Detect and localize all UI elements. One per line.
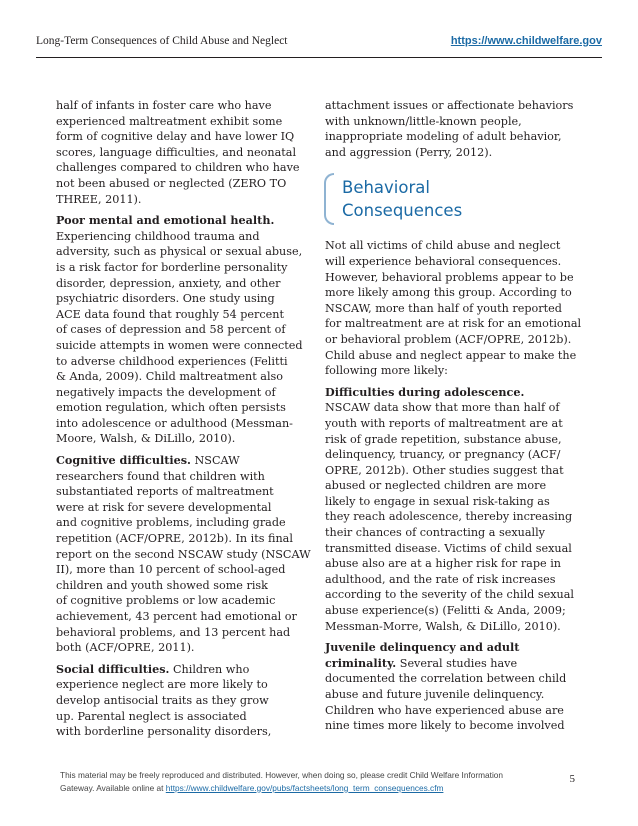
text-line: abused or neglected children are more bbox=[325, 479, 547, 493]
paragraph-adolescence bbox=[325, 385, 573, 635]
text-line: up. Parental neglect is associated bbox=[56, 709, 247, 723]
left-column bbox=[56, 98, 311, 746]
right-column bbox=[325, 98, 582, 740]
text-line: repetition (ACF/OPRE, 2012b). In its final bbox=[56, 532, 293, 546]
text-line: report on the second NSCAW study (NSCAW bbox=[56, 547, 311, 561]
header-rule bbox=[36, 57, 602, 58]
text-line: NSCAW data show that more than half of bbox=[325, 401, 560, 415]
text-line: Child abuse and neglect appear to make the bbox=[325, 348, 577, 362]
text-line: II), more than 10 percent of school-aged bbox=[56, 563, 286, 577]
text-line: will experience behavioral consequences. bbox=[325, 254, 562, 268]
text-line: Children who have experienced abuse are bbox=[325, 703, 564, 717]
text-line: challenges compared to children who have bbox=[56, 161, 300, 175]
text-line: to adverse childhood experiences (Felitti bbox=[56, 354, 288, 368]
footer-link[interactable]: https://www.childwelfare.gov/pubs/factsheets/long_term_consequences.cfm bbox=[165, 782, 444, 793]
run-in-heading: Juvenile delinquency and adult bbox=[325, 640, 520, 655]
footer-credit-note: This material may be freely reproduced and distributed. However, when doing so, please credit Child Welfare Information Gateway. Available online at https://www.childwelfare.gov/pubs/factsheets/long_term_consequences.cfm bbox=[60, 770, 504, 793]
text-line: achievement, 43 percent had emotional or bbox=[56, 610, 297, 623]
paragraph-cognitive: Cognitive difficulties. NSCAW researchers found that children with substantiated reports of maltreatment were at risk for severe developmental and cognitive problems, including grade repetition (ACF/OPRE, 2012b). In its final report on the second NSCAW study (NSCAW II), more than 10 percent of school-aged children and youth showed some risk of cognitive problems or low academic achievement, 43 percent had emotional or behavioral problems, and 13 percent had both (ACF/OPRE, 2011). bbox=[56, 453, 311, 655]
paragraph-delinquency: Juvenile delinquency and adult criminality. Several studies have documented the correlation between child abuse and future juvenile delinquency. Children who have experienced abuse are nine times more likely to become involved bbox=[325, 640, 573, 734]
paragraph-social: Social difficulties. Children who experience neglect are more likely to develop antisocial traits as they grow up. Parental neglect is associated with borderline personality disorders, bbox=[56, 662, 304, 740]
text-line: they reach adolescence, thereby increasing bbox=[325, 510, 573, 524]
text-line: of cases of depression and 58 percent of bbox=[56, 323, 286, 337]
paragraph-attachment bbox=[325, 98, 573, 160]
text-line: were at risk for severe developmental bbox=[56, 500, 272, 514]
text-line: researchers found that children with bbox=[56, 469, 265, 483]
bracket-decoration bbox=[324, 173, 334, 225]
text-line: following more likely: bbox=[325, 364, 448, 378]
section-heading-line: Behavioral bbox=[342, 178, 430, 198]
text-line: children and youth showed some risk bbox=[56, 578, 268, 592]
header-title: Long-Term Consequences of Child Abuse and Neglect bbox=[36, 35, 288, 47]
text-line: Experiencing childhood trauma and bbox=[56, 229, 260, 243]
text-line: nine times more likely to become involved bbox=[325, 719, 565, 733]
text-line: abuse experience(s) (Felitti & Anda, 2009; bbox=[325, 604, 566, 618]
text-line: youth with reports of maltreatment are at bbox=[325, 416, 563, 430]
text-line: risk of grade repetition, substance abuse, bbox=[325, 432, 562, 446]
text-line: and aggression (Perry, 2012). bbox=[325, 145, 493, 159]
text-line: & Anda, 2009). Child maltreatment also bbox=[56, 370, 284, 384]
paragraph-infants bbox=[56, 98, 304, 207]
text-line: behavioral problems, and 13 percent had bbox=[56, 625, 291, 639]
text-line: with borderline personality disorders, bbox=[56, 725, 272, 739]
run-in-heading: criminality. bbox=[325, 655, 397, 670]
text-line: attachment issues or affectionate behaviors bbox=[325, 99, 574, 112]
text-line: emotion regulation, which often persists bbox=[56, 401, 286, 415]
text-line: suicide attempts in women were connected bbox=[56, 338, 303, 352]
text-line: Not all victims of child abuse and neglect bbox=[325, 239, 561, 253]
text-line: half of infants in foster care who have bbox=[56, 99, 272, 112]
text-line: likely to engage in sexual risk-taking as bbox=[325, 494, 550, 508]
text-line: NSCAW, more than half of youth reported bbox=[325, 301, 562, 315]
text-line: Messman-Morre, Walsh, & DiLillo, 2010). bbox=[325, 619, 561, 633]
text-line: of cognitive problems or low academic bbox=[56, 594, 276, 608]
run-in-heading: Difficulties during adolescence. bbox=[325, 384, 525, 399]
text-line: adversity, such as physical or sexual abuse, bbox=[56, 245, 303, 259]
page-number: 5 bbox=[569, 773, 575, 785]
text-line: is a risk factor for borderline personality bbox=[56, 260, 288, 274]
text-line: abuse and future juvenile delinquency. bbox=[325, 688, 545, 701]
text-line: form of cognitive delay and have lower IQ bbox=[56, 130, 295, 144]
text-line: abuse also are at a higher risk for rape in bbox=[325, 557, 561, 571]
paragraph-mental-health bbox=[56, 213, 304, 447]
text-line: psychiatric disorders. One study using bbox=[56, 292, 275, 306]
run-in-heading: Cognitive difficulties. bbox=[56, 453, 191, 468]
run-in-heading: Poor mental and emotional health. bbox=[56, 213, 275, 228]
text-line: THREE, 2011). bbox=[56, 192, 142, 206]
text-line: experience neglect are more likely to bbox=[56, 678, 268, 692]
text-line: develop antisocial traits as they grow bbox=[56, 693, 269, 707]
text-line: delinquency, truancy, or pregnancy (ACF/ bbox=[325, 448, 561, 462]
header-url-link[interactable]: https://www.childwelfare.gov bbox=[450, 35, 602, 47]
text-line: more likely among this group. According to bbox=[325, 286, 572, 300]
text-line: experienced maltreatment exhibit some bbox=[56, 114, 283, 128]
text-line: documented the correlation between child bbox=[325, 672, 567, 686]
text-line: disorder, depression, anxiety, and other bbox=[56, 276, 281, 290]
text-line: both (ACF/OPRE, 2011). bbox=[56, 641, 195, 655]
text-line: their chances of contracting a sexually bbox=[325, 526, 545, 540]
section-heading-behavioral bbox=[325, 173, 573, 225]
paragraph-behavioral-intro bbox=[325, 238, 582, 378]
text-line: not been abused or neglected (ZERO TO bbox=[56, 176, 287, 190]
text-line: or behavioral problem (ACF/OPRE, 2012b). bbox=[325, 332, 572, 346]
text-line: with unknown/little-known people, bbox=[325, 114, 522, 128]
text-line: ACE data found that roughly 54 percent bbox=[56, 307, 284, 321]
text-line: scores, language difficulties, and neonatal bbox=[56, 145, 297, 159]
section-heading-line: Consequences bbox=[342, 201, 463, 221]
text-line: adulthood, and the rate of risk increases bbox=[325, 572, 556, 586]
text-line: inappropriate modeling of adult behavior, bbox=[325, 130, 562, 144]
text-line: for maltreatment are at risk for an emotional bbox=[325, 317, 582, 331]
text-line: negatively impacts the development of bbox=[56, 385, 276, 399]
text-line: according to the severity of the child sexual bbox=[325, 588, 574, 602]
text-line: transmitted disease. Victims of child sexual bbox=[325, 541, 572, 555]
text-line: However, behavioral problems appear to be bbox=[325, 270, 574, 284]
text-line: OPRE, 2012b). Other studies suggest that bbox=[325, 463, 564, 477]
text-line: substantiated reports of maltreatment bbox=[56, 485, 274, 499]
text-line: into adolescence or adulthood (Messman- bbox=[56, 416, 293, 430]
text-line: and cognitive problems, including grade bbox=[56, 516, 286, 530]
run-in-heading: Social difficulties. bbox=[56, 661, 170, 676]
text-line: Moore, Walsh, & DiLillo, 2010). bbox=[56, 432, 236, 446]
